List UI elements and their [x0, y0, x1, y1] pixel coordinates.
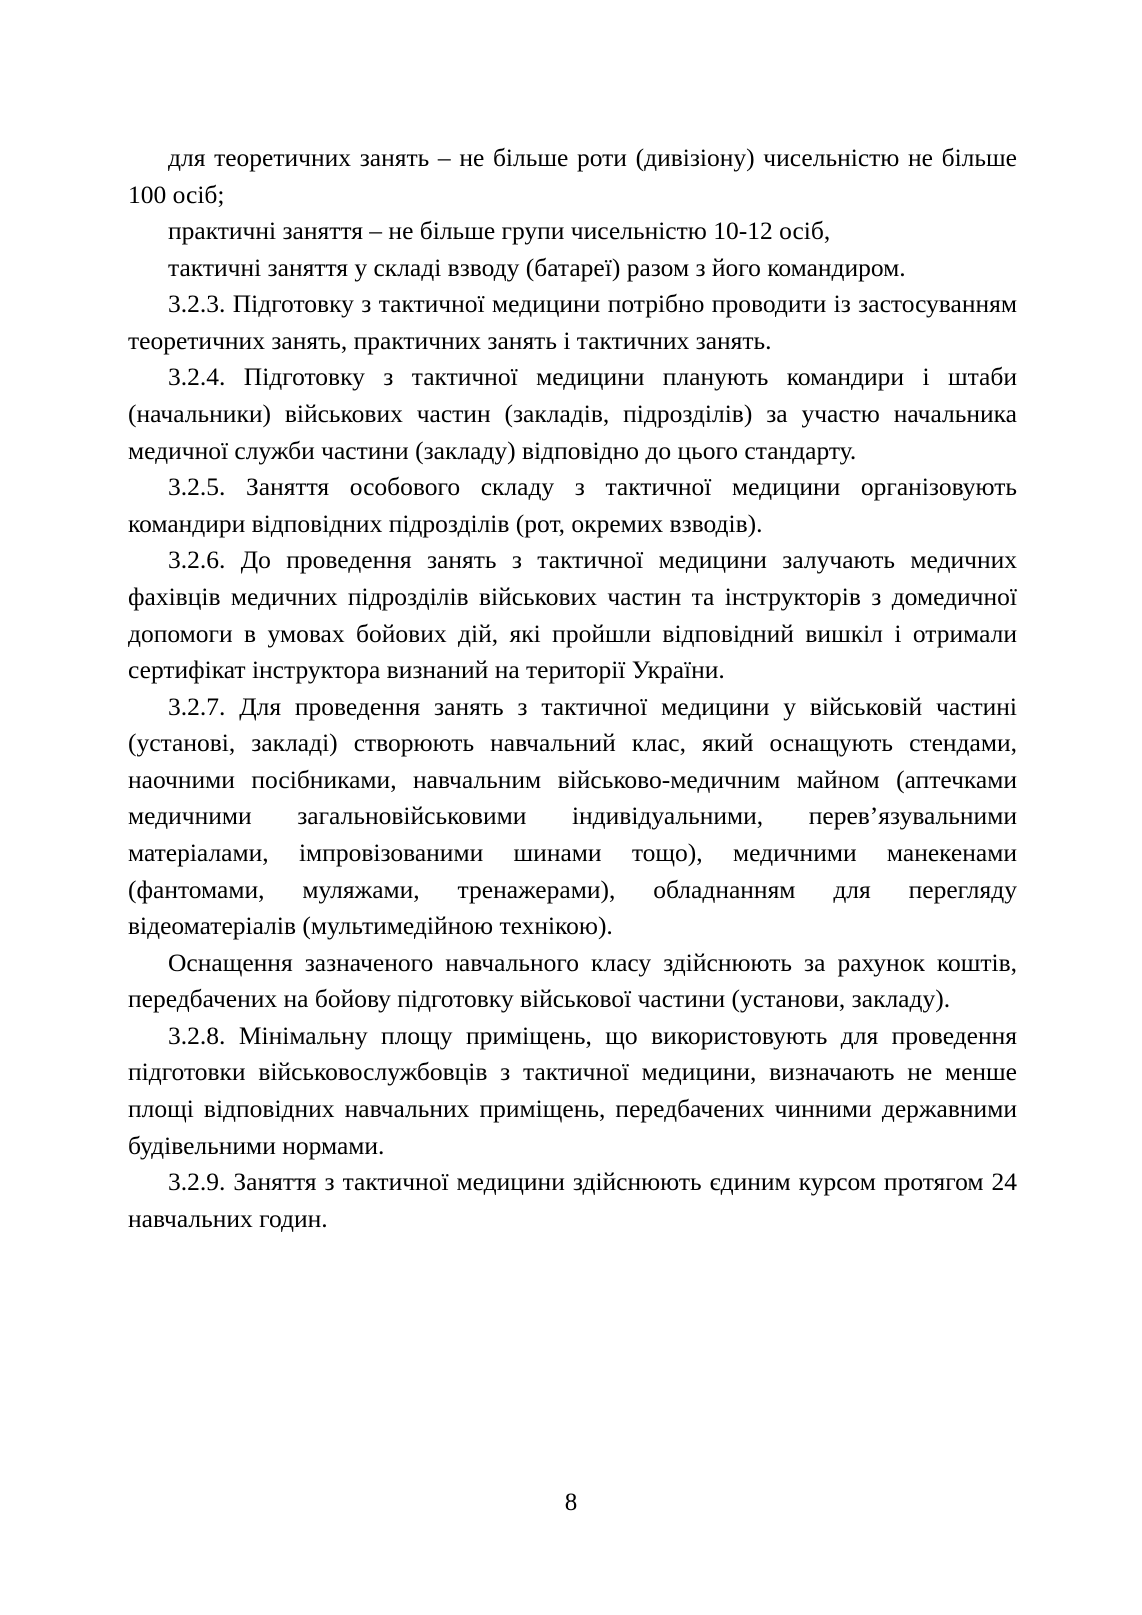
paragraph: для теоретичних занять – не більше роти (дивізіону) чисельністю не більше 100 осіб;: [128, 143, 1017, 209]
page-number: 8: [564, 1489, 578, 1516]
paragraph: 3.2.8. Мінімальну площу приміщень, що використовують для проведення підготовки військовослужбовців з тактичної медицини, визначають не менше площі відповідних навчальних приміщень, передбачених чинними державними будівельними нормами.: [128, 1020, 1017, 1160]
paragraph: 3.2.9. Заняття з тактичної медицини здійснюють єдиним курсом протягом 24 навчальних годин.: [128, 1167, 1017, 1233]
page-body: [128, 140, 1017, 1237]
paragraph: 3.2.3. Підготовку з тактичної медицини потрібно проводити із застосуванням теоретичних занять, практичних занять і тактичних занять.: [128, 289, 1017, 355]
paragraph: 3.2.7. Для проведення занять з тактичної медицини у військовій частині (установі, закладі) створюють навчальний клас, який оснащують стендами, наочними посібниками, навчальним військово-медичним майном (аптечками медичними загальновійськовими індивідуальними, перев’язувальними матеріалами, імпровізованими шинами тощо), медичними манекенами (фантомами, муляжами, тренажерами), обладнанням для перегляду відеоматеріалів (мультимедійною технікою).: [128, 691, 1017, 941]
paragraph: 3.2.4. Підготовку з тактичної медицини планують командири і штаби (начальники) військових частин (закладів, підрозділів) за участю начальника медичної служби частини (закладу) відповідно до цього стандарту.: [128, 362, 1017, 465]
paragraph: 3.2.6. До проведення занять з тактичної медицини залучають медичних фахівців медичних підрозділів військових частин та інструкторів з домедичної допомоги в умовах бойових дій, які пройшли відповідний вишкіл і отримали сертифікат інструктора визнаний на території України.: [128, 545, 1017, 685]
paragraph: 3.2.5. Заняття особового складу з тактичної медицини організовують командири відповідних підрозділів (рот, окремих взводів).: [128, 472, 1017, 538]
paragraph: Оснащення зазначеного навчального класу здійснюють за рахунок коштів, передбачених на бойову підготовку військової частини (установи, закладу).: [128, 947, 1017, 1014]
paragraph: тактичні заняття у складі взводу (батареї) разом з його командиром.: [168, 252, 906, 282]
paragraph: практичні заняття – не більше групи чисельністю 10-12 осіб,: [168, 216, 831, 246]
